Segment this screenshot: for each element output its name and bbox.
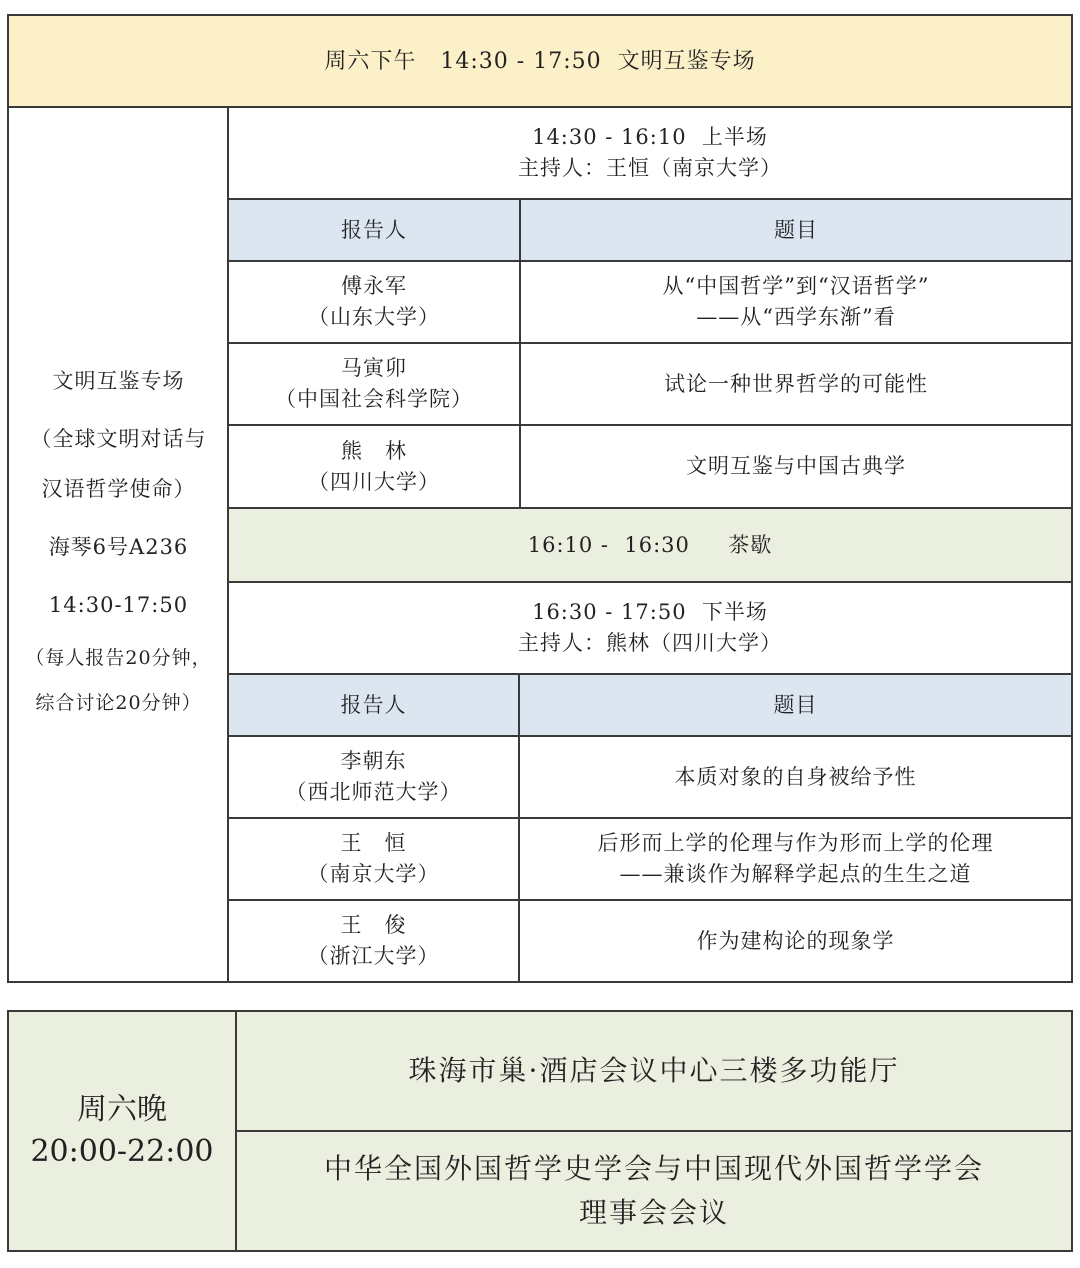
speaker-org: （中国社会科学院） bbox=[275, 387, 473, 411]
col-header-speaker: 报告人 bbox=[340, 692, 407, 717]
speaker-name: 李朝东 bbox=[340, 749, 407, 773]
first-half-time: 14:30 - 16:10 上半场 bbox=[532, 125, 768, 149]
session-note-line2: 综合讨论20分钟） bbox=[35, 692, 202, 714]
border-right bbox=[1071, 14, 1073, 983]
evening-day: 周六晚 bbox=[77, 1092, 167, 1127]
topic-line2: ——从“西学东渐”看 bbox=[696, 305, 896, 329]
second-half-heading bbox=[229, 583, 1071, 673]
session-note-line1: （每人报告20分钟， bbox=[25, 647, 212, 669]
topic-line1: 试论一种世界哲学的可能性 bbox=[664, 371, 928, 396]
second-half-host: 主持人：熊林（四川大学） bbox=[518, 631, 782, 655]
topic-line1: 本质对象的自身被给予性 bbox=[674, 764, 917, 789]
topic-cell bbox=[520, 901, 1071, 981]
topic-cell bbox=[520, 819, 1071, 899]
tea-break-label: 16:10 - 16:30 茶歇 bbox=[527, 532, 773, 557]
topic-line1: 文明互鉴与中国古典学 bbox=[686, 454, 906, 478]
speaker-cell bbox=[229, 426, 519, 507]
evening-event-line1: 中华全国外国哲学史学会与中国现代外国哲学学会 bbox=[323, 1152, 984, 1185]
first-half-host: 主持人：王恒（南京大学） bbox=[518, 156, 782, 180]
first-half-heading bbox=[229, 108, 1071, 198]
topic-cell bbox=[521, 344, 1071, 424]
speaker-org: （四川大学） bbox=[308, 469, 440, 494]
speaker-org: （西北师范大学） bbox=[285, 780, 462, 804]
topic-line1: 后形而上学的伦理与作为形而上学的伦理 bbox=[597, 831, 994, 855]
evening-time-cell bbox=[9, 1012, 235, 1250]
second-half-time: 16:30 - 17:50 下半场 bbox=[532, 600, 768, 624]
topic-cell bbox=[521, 426, 1071, 507]
speaker-name: 王 恒 bbox=[340, 831, 407, 855]
session-room: 海琴6号A236 bbox=[48, 535, 189, 559]
topic-line1: 作为建构论的现象学 bbox=[696, 928, 895, 953]
topic-cell bbox=[520, 737, 1071, 817]
session-name: 文明互鉴专场 bbox=[52, 369, 185, 393]
session-time: 14:30-17:50 bbox=[48, 593, 189, 617]
speaker-org: （南京大学） bbox=[307, 862, 440, 886]
session-theme-line1: （全球文明对话与 bbox=[30, 427, 207, 451]
evening-event bbox=[237, 1132, 1071, 1250]
topic-cell bbox=[521, 262, 1071, 342]
speaker-name: 傅永军 bbox=[341, 274, 407, 298]
speaker-name: 王 俊 bbox=[340, 913, 407, 937]
speaker-name: 熊 林 bbox=[341, 438, 407, 463]
speaker-cell bbox=[229, 901, 518, 981]
topic-line2: ——兼谈作为解释学起点的生生之道 bbox=[619, 862, 972, 886]
speaker-name: 马寅卯 bbox=[341, 356, 407, 380]
border-bottom bbox=[7, 1250, 1073, 1252]
topic-line1: 从“中国哲学”到“汉语哲学” bbox=[662, 274, 930, 298]
col-header-topic: 题目 bbox=[774, 217, 818, 242]
evening-event-line2: 理事会会议 bbox=[578, 1196, 729, 1229]
session-theme-line2: 汉语哲学使命） bbox=[41, 477, 196, 501]
speaker-cell bbox=[229, 737, 518, 817]
evening-venue: 珠海市巢·酒店会议中心三楼多功能厅 bbox=[408, 1054, 900, 1087]
speaker-cell bbox=[229, 819, 518, 899]
evening-time: 20:00-22:00 bbox=[30, 1134, 214, 1169]
left-panel bbox=[9, 108, 228, 982]
col-header-speaker: 报告人 bbox=[341, 217, 407, 242]
col-header-topic: 题目 bbox=[773, 692, 818, 717]
speaker-cell bbox=[229, 262, 519, 342]
speaker-cell bbox=[229, 344, 519, 424]
speaker-org: （浙江大学） bbox=[307, 944, 440, 968]
speaker-org: （山东大学） bbox=[308, 305, 440, 329]
header-title: 周六下午 14:30 - 17:50 文明互鉴专场 bbox=[324, 48, 756, 74]
